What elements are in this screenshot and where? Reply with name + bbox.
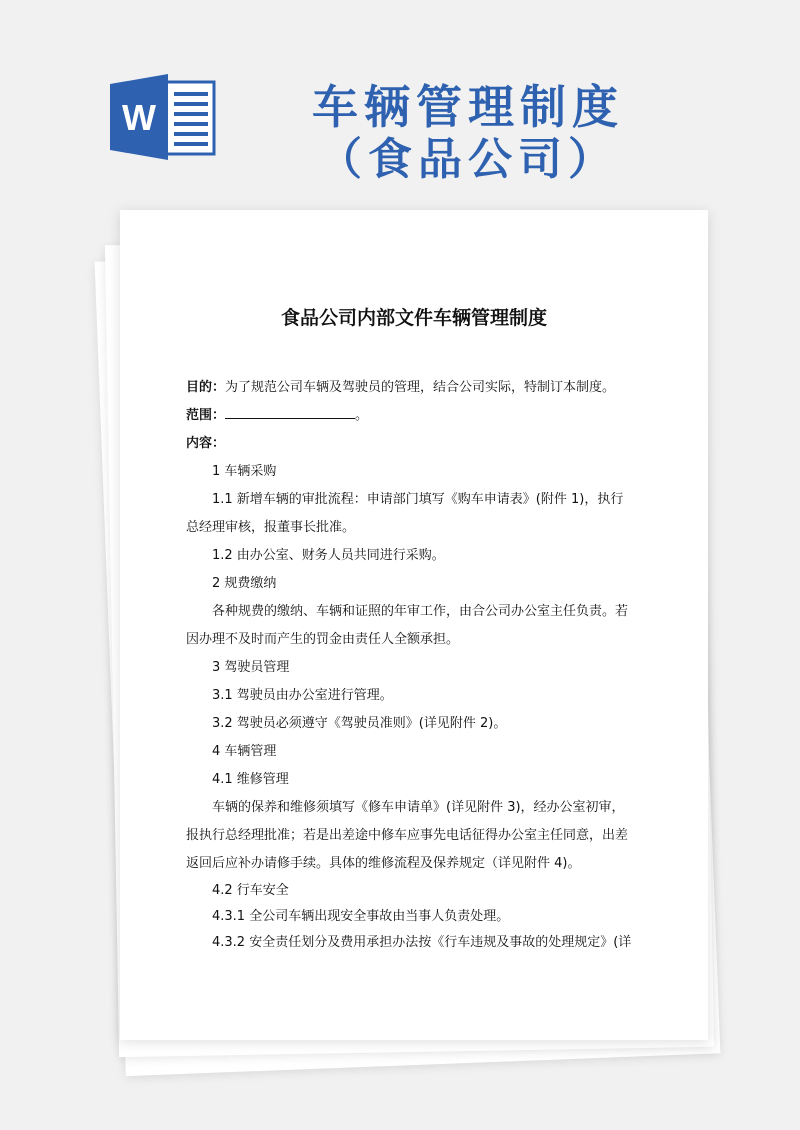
paragraph-line: 3.1 驾驶员由办公室进行管理。 <box>212 688 393 703</box>
section-heading: 1 车辆采购 <box>212 464 277 479</box>
word-logo-icon <box>108 74 216 160</box>
paragraph-line: 报执行总经理批准；若是出差途中修车应事先电话征得办公室主任同意，出差 <box>186 828 629 843</box>
purpose-text: 为了规范公司车辆及驾驶员的管理，结合公司实际，特制订本制度。 <box>225 380 616 395</box>
subsection-heading: 4.2 行车安全 <box>212 883 289 898</box>
svg-text:W: W <box>122 97 156 138</box>
paragraph-line: 1.1 新增车辆的审批流程：申请部门填写《购车申请表》(附件 1)，执行 <box>212 492 624 507</box>
paragraph-line: 总经理审核，报董事长批准。 <box>186 520 356 535</box>
paragraph-line: 返回后应补办请修手续。具体的维修流程及保养规定（详见附件 4)。 <box>186 856 581 871</box>
paragraph-line: 3.2 驾驶员必须遵守《驾驶员准则》(详见附件 2)。 <box>212 716 507 731</box>
purpose-line <box>186 374 646 402</box>
banner-title-line1: 车辆管理制度 <box>312 80 624 134</box>
subsection-heading: 4.1 维修管理 <box>212 772 289 787</box>
paragraph-line: 因办理不及时而产生的罚金由责任人全额承担。 <box>186 632 460 647</box>
purpose-label: 目的： <box>186 380 226 395</box>
scope-label: 范围： <box>186 408 226 423</box>
scope-end: 。 <box>355 408 369 423</box>
section-heading: 4 车辆管理 <box>212 744 277 759</box>
content-label-line <box>186 430 646 458</box>
paragraph-line: 4.3.1 全公司车辆出现安全事故由当事人负责处理。 <box>212 909 510 924</box>
section-heading: 3 驾驶员管理 <box>212 660 290 675</box>
document-title: 食品公司内部文件车辆管理制度 <box>280 307 547 329</box>
document-body <box>186 374 646 956</box>
paragraph-line: 各种规费的缴纳、车辆和证照的年审工作，由合公司办公室主任负责。若 <box>212 604 629 619</box>
scope-line <box>186 402 646 430</box>
scope-blank-field <box>225 405 355 419</box>
section-heading: 2 规费缴纳 <box>212 576 277 591</box>
banner-title-line2: （食品公司） <box>318 134 618 185</box>
paragraph-line: 4.3.2 安全责任划分及费用承担办法按《行车违规及事故的处理规定》(详 <box>212 935 632 950</box>
paragraph-line: 车辆的保养和维修须填写《修车申请单》(详见附件 3)，经办公室初审， <box>212 800 625 815</box>
paragraph-line: 1.2 由办公室、财务人员共同进行采购。 <box>212 548 445 563</box>
document-page <box>120 210 708 1040</box>
content-label: 内容： <box>186 436 226 451</box>
